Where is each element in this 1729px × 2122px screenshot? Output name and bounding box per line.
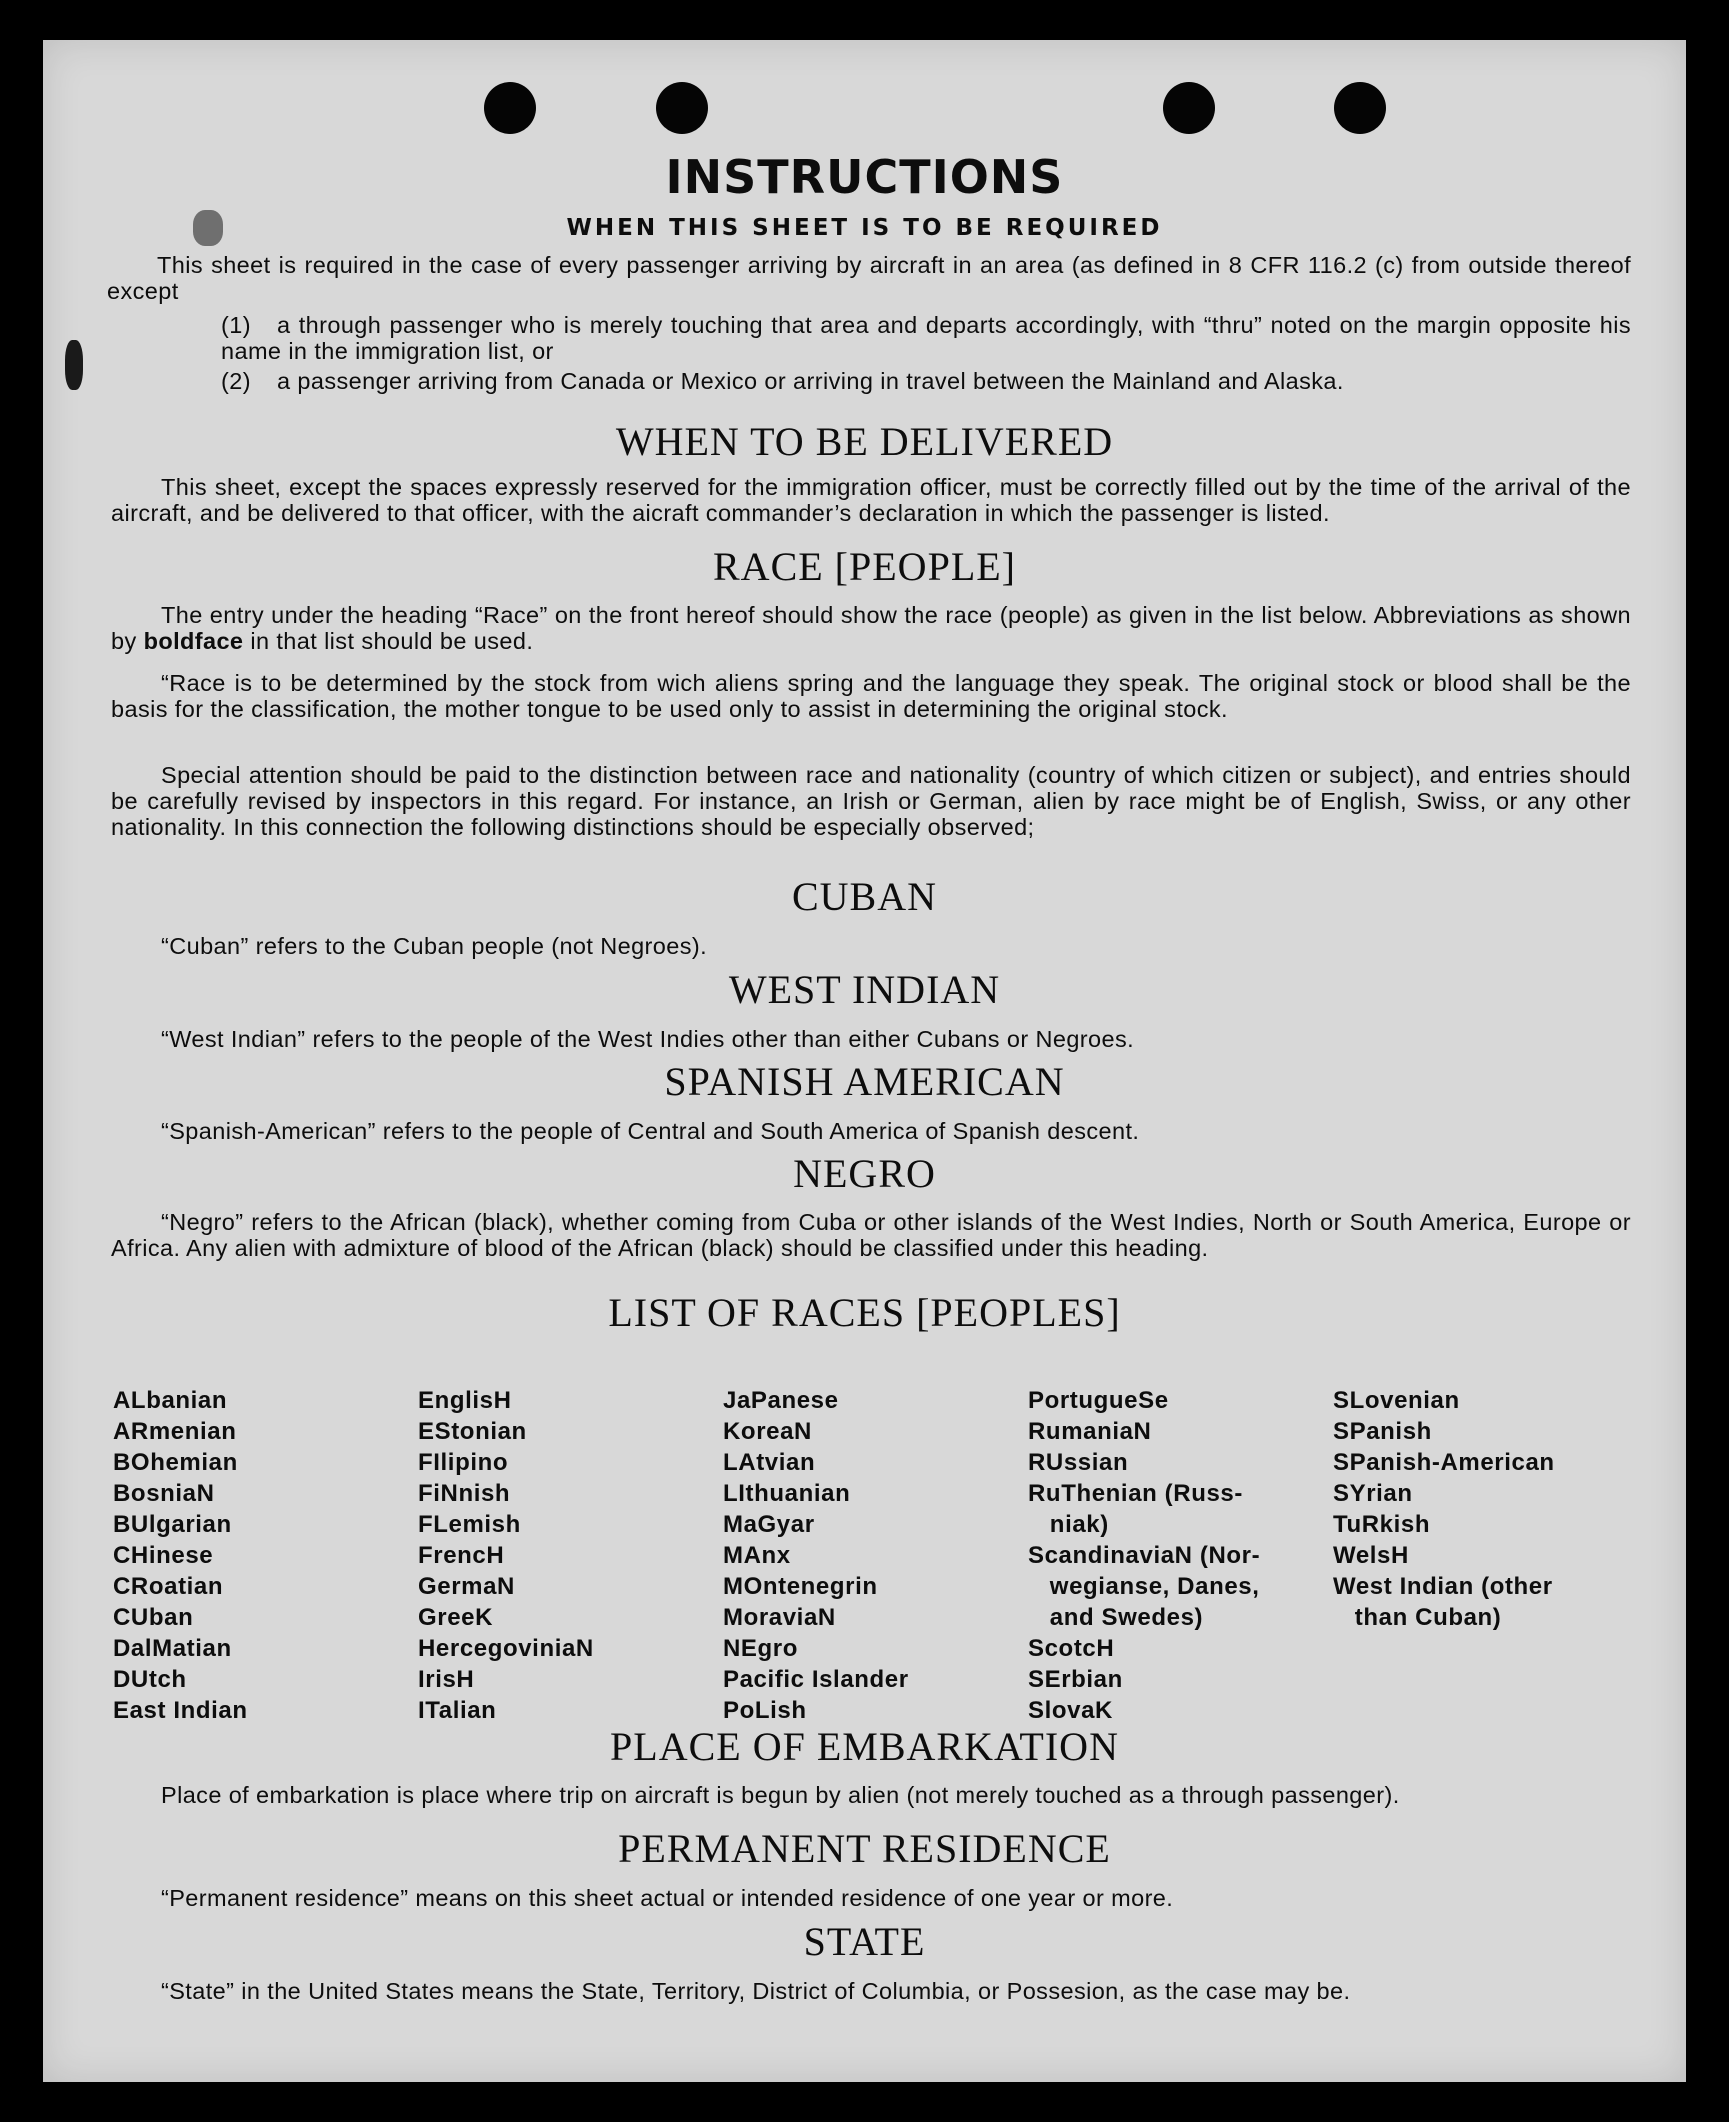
race-column <box>1028 1385 1260 1726</box>
race-paragraph-1 <box>111 602 1631 654</box>
list-item: WelsH <box>1333 1542 1409 1569</box>
race-text: The entry under the heading “Race” on the front hereof should show the race (people) as given in the list below. Abbreviations as shown by <box>111 602 1631 654</box>
list-item: GreeK <box>418 1604 494 1631</box>
list-item: FrencH <box>418 1542 505 1569</box>
race-paragraph-2: “Race is to be determined by the stock from wich aliens spring and the language they speak. The original stock or blood shall be the basis for the classification, the mother tongue to be used only to assist in determining the original stock. <box>111 670 1631 722</box>
negro-paragraph: “Negro” refers to the African (black), whether coming from Cuba or other islands of the West Indies, North or South America, Europe or Africa. Any alien with admixture of blood of the African (black) should be classified under this heading. <box>111 1209 1631 1261</box>
page-title: INSTRUCTIONS <box>665 150 1064 204</box>
list-item: CHinese <box>113 1542 214 1569</box>
boldface-word: boldface <box>143 628 244 654</box>
list-item: ARmenian <box>113 1418 237 1445</box>
section-heading-list-of-races: LIST OF RACES [PEOPLES] <box>608 1290 1121 1335</box>
list-item: CUban <box>113 1604 194 1631</box>
list-item: EnglisH <box>418 1387 512 1414</box>
list-item: LAtvian <box>723 1449 816 1476</box>
list-item: SLovenian <box>1333 1387 1460 1414</box>
section-heading-state: STATE <box>803 1919 926 1964</box>
exception-text: a through passenger who is merely touching that area and departs accordingly, with “thru” noted on the margin opposite his name in the immigration list, or <box>221 312 1631 364</box>
list-item: SYrian <box>1333 1480 1413 1507</box>
page-subtitle: WHEN THIS SHEET IS TO BE REQUIRED <box>566 215 1163 241</box>
race-list <box>113 1385 1673 1725</box>
embarkation-paragraph: Place of embarkation is place where trip on aircraft is begun by alien (not merely touched as a through passenger). <box>161 1782 1400 1808</box>
section-heading-embarkation: PLACE OF EMBARKATION <box>610 1724 1119 1769</box>
section-heading-cuban: CUBAN <box>791 874 938 919</box>
ink-mark <box>65 340 83 390</box>
list-item: JaPanese <box>723 1387 839 1414</box>
list-item: East Indian <box>113 1697 248 1724</box>
list-item: SPanish <box>1333 1418 1432 1445</box>
state-paragraph: “State” in the United States means the State, Territory, District of Columbia, or Possesion, as the case may be. <box>161 1978 1351 2004</box>
intro-text: This sheet is required in the case of every passenger arriving by aircraft in an area (as defined in 8 CFR 116.2 (c) from outside thereof except <box>107 252 1631 304</box>
list-item: CRoatian <box>113 1573 224 1600</box>
list-item: Pacific Islander <box>723 1666 909 1693</box>
spanish-american-paragraph: “Spanish-American” refers to the people of Central and South America of Spanish descent. <box>161 1118 1140 1144</box>
list-item: SPanish-American <box>1333 1449 1555 1476</box>
race-column <box>418 1385 594 1726</box>
section-heading-race: RACE [PEOPLE] <box>713 544 1016 589</box>
punch-hole-icon <box>484 82 536 134</box>
list-item: PoLish <box>723 1697 807 1724</box>
delivered-paragraph: This sheet, except the spaces expressly reserved for the immigration officer, must be correctly filled out by the time of the arrival of the aircraft, and be delivered to that officer, with the aicraft commander’s declaration in which the passenger is listed. <box>111 474 1631 526</box>
list-item: KoreaN <box>723 1418 812 1445</box>
list-item: LIthuanian <box>723 1480 851 1507</box>
exception-text: a passenger arriving from Canada or Mexico or arriving in travel between the Mainland and Alaska. <box>277 368 1344 394</box>
list-item: wegianse, Danes, <box>1028 1573 1260 1600</box>
exception-1 <box>221 312 1631 364</box>
list-item: than Cuban) <box>1333 1604 1502 1631</box>
list-item: NEgro <box>723 1635 798 1662</box>
list-item: RuThenian (Russ- <box>1028 1480 1243 1507</box>
section-heading-spanish-american: SPANISH AMERICAN <box>664 1059 1065 1104</box>
section-heading-negro: NEGRO <box>793 1151 936 1196</box>
punch-hole-icon <box>1163 82 1215 134</box>
list-item: BOhemian <box>113 1449 238 1476</box>
race-paragraph-3: Special attention should be paid to the distinction between race and nationality (country of which citizen or subject), and entries should be carefully revised by inspectors in this regard. For instance, an Irish or German, alien by race might be of English, Swiss, or any other nationality. In this connection the following distinctions should be especially observed; <box>111 762 1631 840</box>
exception-number: (2) <box>221 368 251 394</box>
section-heading-delivered: WHEN TO BE DELIVERED <box>615 419 1114 464</box>
list-item: BosniaN <box>113 1480 215 1507</box>
list-item: EStonian <box>418 1418 527 1445</box>
punch-hole-icon <box>656 82 708 134</box>
document-page <box>43 40 1686 2082</box>
race-column <box>113 1385 248 1726</box>
list-item: niak) <box>1028 1511 1109 1538</box>
list-item: ALbanian <box>113 1387 228 1414</box>
section-heading-west-indian: WEST INDIAN <box>728 967 1001 1012</box>
list-item: DUtch <box>113 1666 187 1693</box>
list-item: MoraviaN <box>723 1604 836 1631</box>
list-item: PortugueSe <box>1028 1387 1169 1414</box>
list-item: ScandinaviaN (Nor- <box>1028 1542 1261 1569</box>
list-item: RUssian <box>1028 1449 1129 1476</box>
exception-2 <box>221 368 1631 394</box>
list-item: IrisH <box>418 1666 475 1693</box>
list-item: ITalian <box>418 1697 497 1724</box>
list-item: MaGyar <box>723 1511 815 1538</box>
punch-hole-icon <box>1334 82 1386 134</box>
west-indian-paragraph: “West Indian” refers to the people of the West Indies other than either Cubans or Negroes. <box>161 1026 1135 1052</box>
section-heading-residence: PERMANENT RESIDENCE <box>618 1826 1111 1871</box>
list-item: West Indian (other <box>1333 1573 1553 1600</box>
list-item: and Swedes) <box>1028 1604 1204 1631</box>
list-item: FiNnish <box>418 1480 511 1507</box>
list-item: FLemish <box>418 1511 521 1538</box>
list-item: TuRkish <box>1333 1511 1431 1538</box>
race-column <box>723 1385 909 1726</box>
exception-number: (1) <box>221 312 251 338</box>
list-item: ScotcH <box>1028 1635 1115 1662</box>
list-item: RumaniaN <box>1028 1418 1152 1445</box>
list-item: MAnx <box>723 1542 791 1569</box>
list-item: SlovaK <box>1028 1697 1113 1724</box>
race-column <box>1333 1385 1555 1633</box>
list-item: GermaN <box>418 1573 515 1600</box>
list-item: HercegoviniaN <box>418 1635 594 1662</box>
list-item: FIlipino <box>418 1449 509 1476</box>
list-item: DalMatian <box>113 1635 232 1662</box>
cuban-paragraph: “Cuban” refers to the Cuban people (not Negroes). <box>161 933 708 959</box>
race-text: in that list should be used. <box>243 628 534 654</box>
list-item: BUlgarian <box>113 1511 232 1538</box>
list-item: MOntenegrin <box>723 1573 878 1600</box>
residence-paragraph: “Permanent residence” means on this sheet actual or intended residence of one year or more. <box>161 1885 1174 1911</box>
intro-paragraph <box>107 252 1631 304</box>
list-item: SErbian <box>1028 1666 1123 1693</box>
